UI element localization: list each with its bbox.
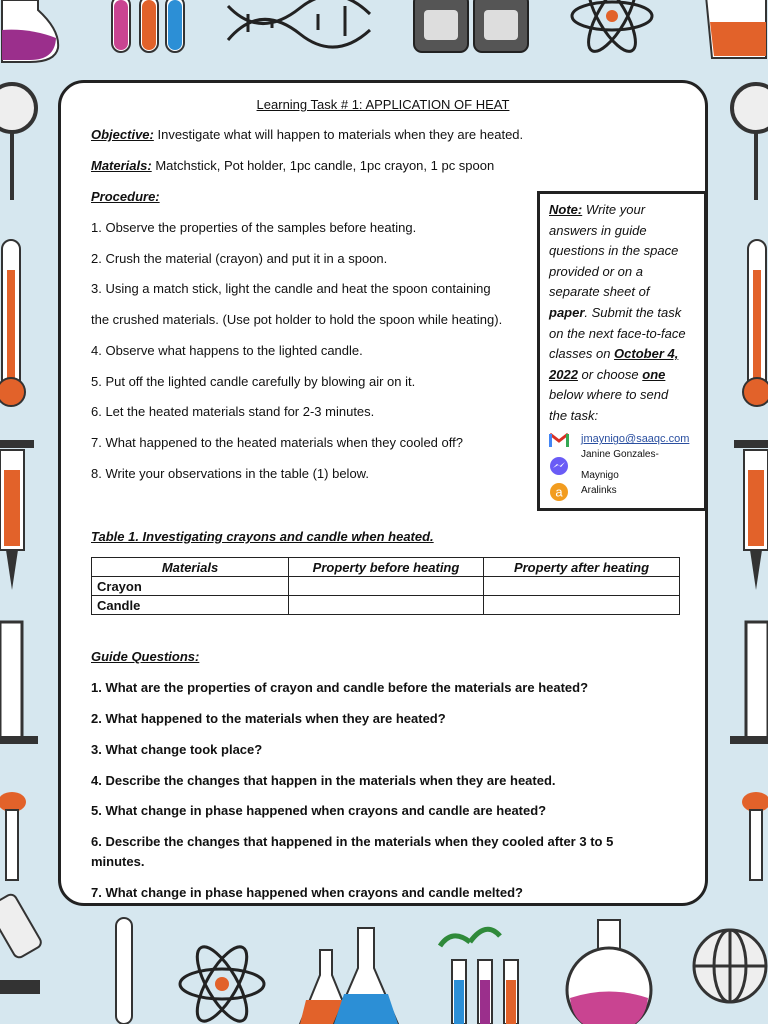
contact-messenger[interactable] (549, 448, 696, 481)
procedure-step: 8. Write your observations in the table (1) below. (91, 466, 369, 481)
contact-messenger-name: Janine Gonzales-Maynigo (581, 448, 659, 481)
magnifier-icon (0, 84, 36, 200)
table-cell[interactable] (484, 596, 680, 615)
note-line: Write your (582, 202, 646, 217)
thermometer-icon (743, 240, 768, 406)
magnifier-icon (732, 84, 768, 200)
materials-line (91, 158, 494, 174)
dropper-icon (0, 792, 26, 880)
guide-question: 7. What change in phase happened when crayons and candle melted? (91, 885, 523, 900)
note-line: . Submit the task (584, 304, 682, 320)
observation-table (91, 557, 680, 615)
test-tube-icon (140, 0, 158, 52)
guide-question: 3. What change took place? (91, 742, 263, 757)
test-tube-icon (116, 918, 132, 1024)
procedure-step: 5. Put off the lighted candle carefully by blowing air on it. (91, 374, 416, 389)
flask-icon (2, 0, 58, 62)
test-tube-icon (112, 0, 130, 52)
round-flask-icon (567, 920, 651, 1024)
guide-question: 4. Describe the changes that happen in the materials when they are heated. (91, 773, 556, 788)
jar-icon (474, 0, 528, 52)
note-date: October 4, (614, 346, 679, 362)
guide-question: 6. Describe the changes that happened in the materials when they cooled after 3 to 5 (91, 834, 614, 849)
note-box (537, 191, 707, 511)
worksheet-panel (58, 80, 708, 906)
guide-question: 1. What are the properties of crayon and candle before the materials are heated? (91, 680, 589, 695)
procedure-step: 2. Crush the material (crayon) and put it in a spoon. (91, 251, 388, 266)
atom-icon (180, 940, 264, 1024)
dropper-icon (742, 792, 768, 880)
objective-label: Objective: (91, 127, 154, 142)
note-line: provided or on a (549, 263, 643, 279)
flask-icon (334, 928, 398, 1024)
note-line: on the next face-to-face (549, 325, 686, 341)
guide-question: minutes. (91, 854, 145, 869)
guide-question: 2. What happened to the materials when they are heated? (91, 711, 446, 726)
objective-text: Investigate what will happen to materials when they are heated. (153, 127, 524, 142)
guide-label: Guide Questions: (91, 649, 200, 664)
svg-text:a: a (555, 484, 563, 500)
procedure-step: 6. Let the heated materials stand for 2-3 minutes. (91, 404, 375, 419)
note-line: questions in the space (549, 243, 679, 259)
microscope-icon (0, 893, 43, 994)
note-paper: paper (549, 304, 585, 320)
measuring-cylinder-icon (0, 622, 38, 744)
table-cell[interactable] (289, 577, 484, 596)
procedure-step: 4. Observe what happens to the lighted candle. (91, 343, 363, 358)
materials-text: Matchstick, Pot holder, 1pc candle, 1pc crayon, 1 pc spoon (151, 158, 495, 173)
contact-aralinks-label: Aralinks (581, 485, 617, 497)
atom-icon (572, 0, 652, 58)
task-title: Learning Task # 1: APPLICATION OF HEAT (256, 97, 510, 112)
table-cell[interactable] (484, 577, 680, 596)
materials-label: Materials: (91, 158, 152, 173)
beaker-icon (706, 0, 766, 58)
table-cell[interactable] (289, 596, 484, 615)
procedure-step: 3. Using a match stick, light the candle and heat the spoon containing (91, 281, 491, 296)
dna-icon (228, 0, 370, 47)
procedure-step: 1. Observe the properties of the samples before heating. (91, 220, 417, 235)
gmail-icon (549, 430, 569, 450)
syringe-icon (734, 440, 768, 590)
guide-question: 5. What change in phase happened when crayons and candle are heated? (91, 803, 547, 818)
plant-test-tubes-icon (440, 929, 518, 1024)
aralinks-icon (549, 482, 569, 502)
table-caption: Table 1. Investigating crayons and candle when heated. (91, 529, 434, 544)
jar-icon (414, 0, 468, 52)
syringe-icon (0, 440, 34, 590)
procedure-step: 7. What happened to the heated materials when they cooled off? (91, 435, 463, 450)
procedure-step: the crushed materials. (Use pot holder to hold the spoon while heating). (91, 312, 503, 327)
objective-line (91, 127, 523, 143)
test-tube-icon (166, 0, 184, 52)
table-header: Materials (92, 558, 289, 577)
table-header: Property before heating (289, 558, 484, 577)
note-date-year: 2022 (549, 366, 578, 382)
note-line: separate sheet of (549, 284, 650, 300)
procedure-label: Procedure: (91, 189, 160, 204)
globe-icon (694, 930, 766, 1002)
note-line: answers in guide (549, 222, 647, 238)
note-line: below where to send (549, 387, 669, 403)
thermometer-icon (0, 240, 25, 406)
table-header: Property after heating (484, 558, 680, 577)
messenger-icon (549, 456, 569, 476)
table-row (92, 577, 680, 596)
note-line: classes on (549, 346, 615, 362)
table-cell: Crayon (92, 577, 289, 596)
note-label: Note: (549, 202, 583, 217)
table-header-row (92, 558, 680, 577)
note-one: one (642, 366, 666, 382)
table-cell: Candle (92, 596, 289, 615)
contact-email-link[interactable]: jmaynigo@saaqc.com (581, 433, 690, 446)
note-line: or choose (577, 366, 643, 382)
table-row (92, 596, 680, 615)
measuring-cylinder-icon (730, 622, 768, 744)
note-line: the task: (549, 407, 599, 423)
